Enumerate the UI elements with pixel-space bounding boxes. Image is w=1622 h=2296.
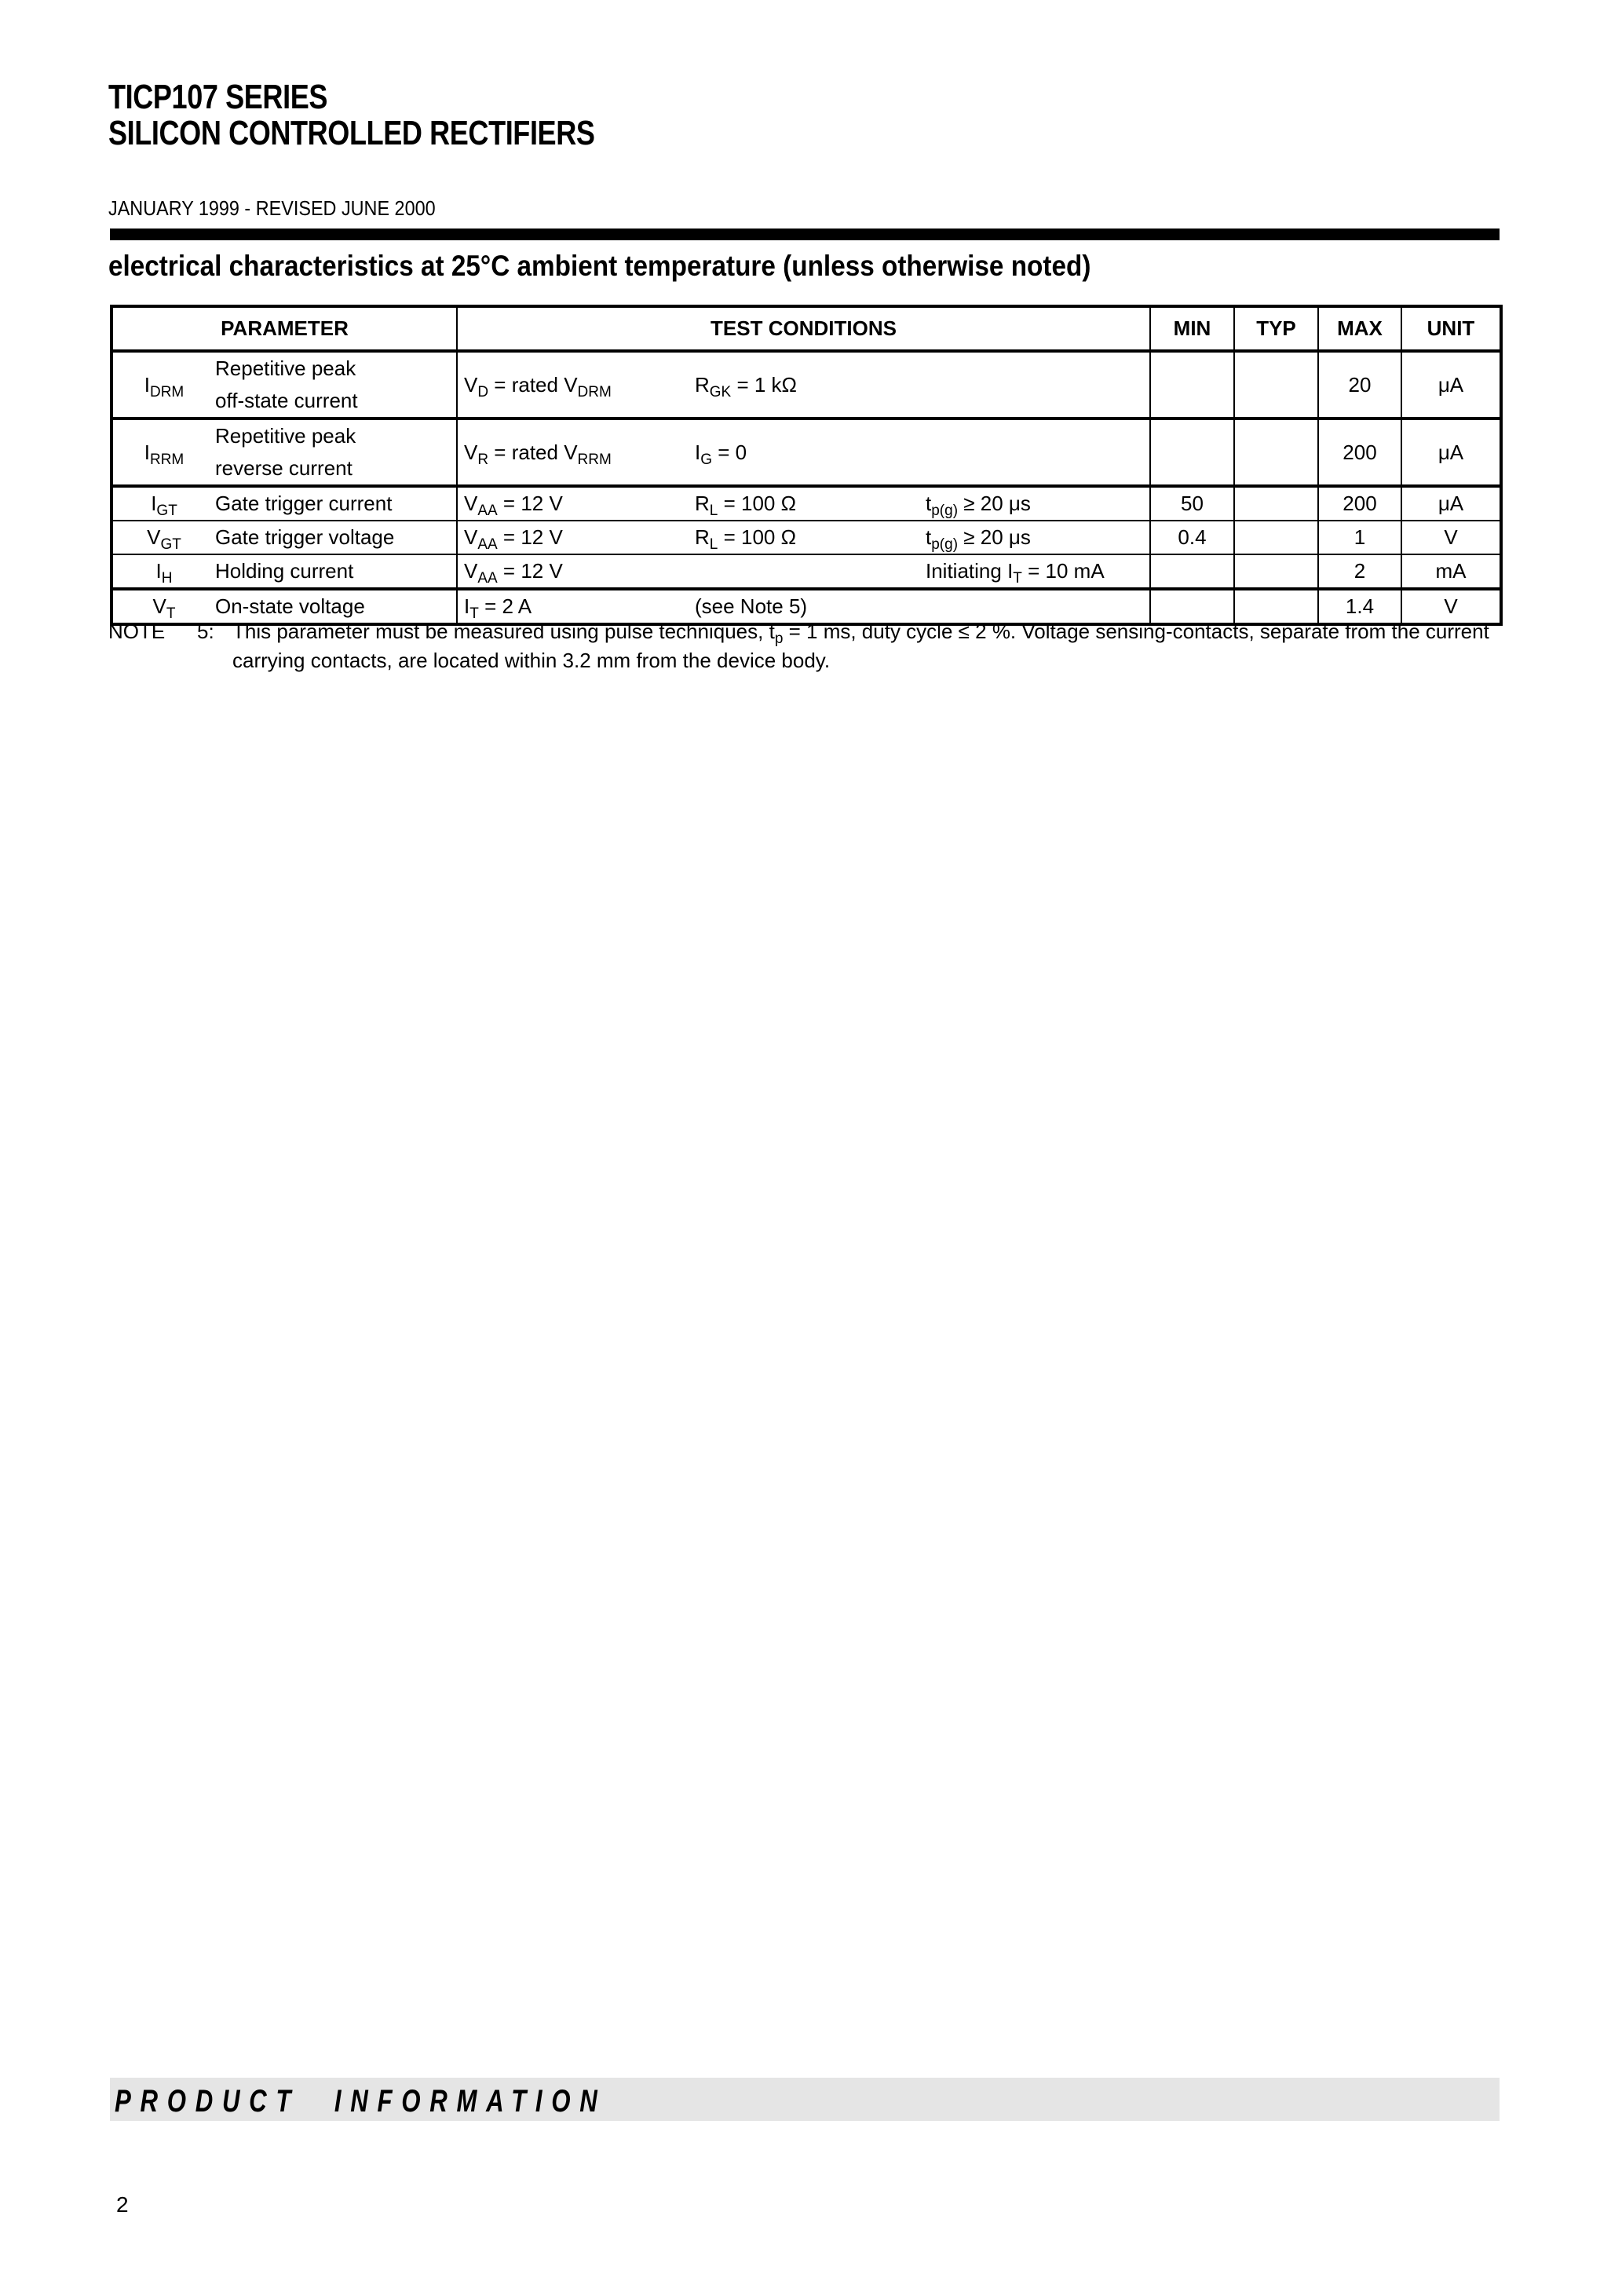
document-title-product-type: SILICON CONTROLLED RECTIFIERS bbox=[108, 114, 595, 152]
parameter-cell bbox=[111, 554, 457, 589]
header-rule bbox=[110, 229, 1500, 240]
max-value: 200 bbox=[1318, 486, 1401, 521]
unit-value: V bbox=[1401, 589, 1501, 624]
test-conditions-cell bbox=[457, 554, 1150, 589]
min-value bbox=[1150, 554, 1234, 589]
header-parameter: PARAMETER bbox=[111, 306, 457, 351]
test-conditions-cell bbox=[457, 351, 1150, 419]
min-value: 0.4 bbox=[1150, 521, 1234, 554]
table-row bbox=[111, 486, 1501, 521]
parameter-symbol: $V_{GT}$ bbox=[147, 525, 181, 553]
parameter-symbol: $I_H$ bbox=[155, 559, 173, 587]
section-heading: electrical characteristics at 25°C ambient temperature (unless otherwise noted) bbox=[108, 250, 1091, 282]
test-conditions-cell bbox=[457, 521, 1150, 554]
test-conditions-cell bbox=[457, 486, 1150, 521]
parameter-cell bbox=[111, 419, 457, 486]
electrical-characteristics-table bbox=[110, 305, 1503, 626]
condition-1: $V_{AA} = 12$ V bbox=[464, 525, 563, 553]
header-min: MIN bbox=[1150, 306, 1234, 351]
page-number: 2 bbox=[116, 2192, 129, 2217]
table-row bbox=[111, 419, 1501, 486]
unit-value: mA bbox=[1401, 554, 1501, 589]
condition-1: $V_D$ = rated $V_{DRM}$ bbox=[464, 372, 612, 400]
max-value: 1.4 bbox=[1318, 589, 1401, 624]
header-typ: TYP bbox=[1234, 306, 1318, 351]
min-value bbox=[1150, 419, 1234, 486]
header-unit: UNIT bbox=[1401, 306, 1501, 351]
parameter-cell bbox=[111, 486, 457, 521]
parameter-cell bbox=[111, 351, 457, 419]
typ-value bbox=[1234, 351, 1318, 419]
unit-value: μA bbox=[1401, 351, 1501, 419]
condition-2: $I_G = 0$ bbox=[695, 440, 747, 468]
parameter-symbol: $I_{RRM}$ bbox=[144, 440, 184, 468]
table-row bbox=[111, 521, 1501, 554]
condition-1: $V_{AA} = 12$ V bbox=[464, 492, 563, 519]
condition-2: $R_L = 100$ Ω bbox=[695, 492, 797, 519]
min-value: 50 bbox=[1150, 486, 1234, 521]
header-test-conditions: TEST CONDITIONS bbox=[457, 306, 1150, 351]
parameter-name: Repetitive peak off-state current bbox=[215, 356, 358, 412]
condition-2: $R_L = 100$ Ω bbox=[695, 525, 797, 553]
max-value: 20 bbox=[1318, 351, 1401, 419]
revision-date: JANUARY 1999 - REVISED JUNE 2000 bbox=[108, 196, 436, 220]
condition-2: $R_{GK} = 1$ kΩ bbox=[695, 372, 797, 400]
parameter-symbol: $I_{GT}$ bbox=[151, 492, 177, 519]
unit-value: μA bbox=[1401, 486, 1501, 521]
table-row bbox=[111, 351, 1501, 419]
typ-value bbox=[1234, 521, 1318, 554]
min-value bbox=[1150, 351, 1234, 419]
condition-1: $V_{AA} = 12$ V bbox=[464, 559, 563, 587]
parameter-cell bbox=[111, 521, 457, 554]
product-information-band bbox=[110, 2078, 1500, 2121]
test-conditions-cell bbox=[457, 419, 1150, 486]
condition-2: (see Note 5) bbox=[695, 594, 808, 618]
unit-value: μA bbox=[1401, 419, 1501, 486]
condition-3: $t_{p(g)} \ge 20$ μs bbox=[926, 525, 1031, 553]
condition-3: Initiating $I_T = 10$ mA bbox=[926, 559, 1105, 587]
typ-value bbox=[1234, 486, 1318, 521]
condition-1: $I_T = 2$ A bbox=[464, 594, 532, 622]
parameter-name: On-state voltage bbox=[215, 594, 365, 618]
table-row bbox=[111, 554, 1501, 589]
header-max: MAX bbox=[1318, 306, 1401, 351]
max-value: 1 bbox=[1318, 521, 1401, 554]
unit-value: V bbox=[1401, 521, 1501, 554]
parameter-name: Holding current bbox=[215, 559, 354, 583]
parameter-name: Gate trigger voltage bbox=[215, 525, 395, 549]
typ-value bbox=[1234, 419, 1318, 486]
max-value: 2 bbox=[1318, 554, 1401, 589]
document-title-series: TICP107 SERIES bbox=[108, 78, 328, 116]
parameter-symbol: $I_{DRM}$ bbox=[144, 372, 184, 400]
note-label: NOTE bbox=[108, 620, 166, 643]
table-header-row bbox=[111, 306, 1501, 351]
product-information-label: PRODUCT INFORMATION bbox=[115, 2084, 607, 2119]
max-value: 200 bbox=[1318, 419, 1401, 486]
note-text: This parameter must be measured using pulse techniques, $t_p = 1$ ms, duty cycle ≤ 2 %. Voltage sensing-contacts, separate from the current carrying contacts, are located within 3.2 mm from the device body. bbox=[232, 620, 1489, 672]
parameter-name: Repetitive peak reverse current bbox=[215, 424, 356, 480]
parameter-name: Gate trigger current bbox=[215, 492, 393, 515]
note-number: 5: bbox=[197, 620, 214, 643]
typ-value bbox=[1234, 554, 1318, 589]
parameter-symbol: $V_T$ bbox=[152, 594, 176, 622]
condition-3: $t_{p(g)} \ge 20$ μs bbox=[926, 492, 1031, 519]
condition-1: $V_R$ = rated $V_{RRM}$ bbox=[464, 440, 612, 468]
